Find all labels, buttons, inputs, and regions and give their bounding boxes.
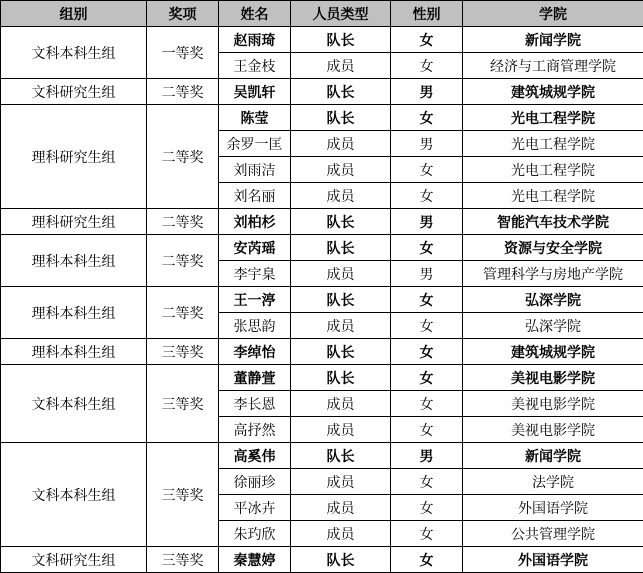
member-type-cell: 队长 (291, 105, 391, 131)
table-row (1, 105, 643, 131)
name-cell: 朱玓欣 (219, 521, 291, 547)
member-type-cell: 成员 (291, 261, 391, 287)
name-cell: 吴凯轩 (219, 79, 291, 105)
name-cell: 刘名丽 (219, 183, 291, 209)
gender-cell: 女 (391, 313, 463, 339)
award-cell: 三等奖 (147, 547, 219, 573)
gender-cell: 女 (391, 157, 463, 183)
college-cell: 外国语学院 (463, 495, 643, 521)
member-type-cell: 队长 (291, 235, 391, 261)
college-cell: 美视电影学院 (463, 365, 643, 391)
name-cell: 李绰怡 (219, 339, 291, 365)
table-body (1, 27, 643, 573)
college-cell: 光电工程学院 (463, 131, 643, 157)
gender-cell: 女 (391, 495, 463, 521)
name-cell: 王一渟 (219, 287, 291, 313)
group-cell: 理科本科生组 (1, 235, 147, 287)
college-cell: 资源与安全学院 (463, 235, 643, 261)
college-cell: 弘深学院 (463, 287, 643, 313)
member-type-cell: 成员 (291, 183, 391, 209)
name-cell: 安芮瑶 (219, 235, 291, 261)
member-type-cell: 队长 (291, 443, 391, 469)
college-cell: 弘深学院 (463, 313, 643, 339)
member-type-cell: 队长 (291, 79, 391, 105)
member-type-cell: 队长 (291, 209, 391, 235)
member-type-cell: 成员 (291, 391, 391, 417)
name-cell: 李宇臬 (219, 261, 291, 287)
name-cell: 刘柏杉 (219, 209, 291, 235)
name-cell: 秦慧婷 (219, 547, 291, 573)
gender-cell: 女 (391, 521, 463, 547)
name-cell: 高奚伟 (219, 443, 291, 469)
college-cell: 经济与工商管理学院 (463, 53, 643, 79)
gender-cell: 女 (391, 27, 463, 53)
table-row (1, 443, 643, 469)
table-row (1, 209, 643, 235)
award-cell: 三等奖 (147, 339, 219, 365)
group-cell: 文科研究生组 (1, 79, 147, 105)
college-cell: 外国语学院 (463, 547, 643, 573)
gender-cell: 女 (391, 235, 463, 261)
member-type-cell: 成员 (291, 157, 391, 183)
award-cell: 二等奖 (147, 105, 219, 209)
header-name: 姓名 (219, 1, 291, 27)
name-cell: 李长恩 (219, 391, 291, 417)
member-type-cell: 队长 (291, 27, 391, 53)
group-cell: 理科研究生组 (1, 105, 147, 209)
name-cell: 余罗一匡 (219, 131, 291, 157)
header-group: 组别 (1, 1, 147, 27)
award-cell: 二等奖 (147, 235, 219, 287)
table-row (1, 339, 643, 365)
name-cell: 陈莹 (219, 105, 291, 131)
table-row (1, 79, 643, 105)
award-cell: 二等奖 (147, 79, 219, 105)
gender-cell: 男 (391, 261, 463, 287)
name-cell: 王金枝 (219, 53, 291, 79)
member-type-cell: 成员 (291, 469, 391, 495)
college-cell: 光电工程学院 (463, 105, 643, 131)
college-cell: 美视电影学院 (463, 391, 643, 417)
member-type-cell: 成员 (291, 53, 391, 79)
gender-cell: 女 (391, 469, 463, 495)
table-row (1, 235, 643, 261)
group-cell: 文科研究生组 (1, 547, 147, 573)
name-cell: 刘雨洁 (219, 157, 291, 183)
table-row (1, 27, 643, 53)
member-type-cell: 成员 (291, 495, 391, 521)
college-cell: 新闻学院 (463, 27, 643, 53)
gender-cell: 女 (391, 547, 463, 573)
member-type-cell: 队长 (291, 339, 391, 365)
header-college: 学院 (463, 1, 643, 27)
award-cell: 三等奖 (147, 443, 219, 547)
college-cell: 建筑城规学院 (463, 79, 643, 105)
member-type-cell: 成员 (291, 131, 391, 157)
table-row (1, 287, 643, 313)
college-cell: 美视电影学院 (463, 417, 643, 443)
header-row (1, 1, 643, 27)
group-cell: 理科研究生组 (1, 209, 147, 235)
gender-cell: 女 (391, 287, 463, 313)
gender-cell: 男 (391, 443, 463, 469)
gender-cell: 男 (391, 79, 463, 105)
group-cell: 文科本科生组 (1, 365, 147, 443)
college-cell: 公共管理学院 (463, 521, 643, 547)
member-type-cell: 成员 (291, 521, 391, 547)
group-cell: 文科本科生组 (1, 443, 147, 547)
college-cell: 光电工程学院 (463, 183, 643, 209)
name-cell: 平冰卉 (219, 495, 291, 521)
member-type-cell: 队长 (291, 365, 391, 391)
award-cell: 二等奖 (147, 287, 219, 339)
gender-cell: 女 (391, 53, 463, 79)
college-cell: 法学院 (463, 469, 643, 495)
gender-cell: 女 (391, 339, 463, 365)
gender-cell: 女 (391, 391, 463, 417)
member-type-cell: 成员 (291, 313, 391, 339)
member-type-cell: 成员 (291, 417, 391, 443)
header-gender: 性别 (391, 1, 463, 27)
gender-cell: 女 (391, 183, 463, 209)
gender-cell: 女 (391, 365, 463, 391)
college-cell: 管理科学与房地产学院 (463, 261, 643, 287)
gender-cell: 女 (391, 105, 463, 131)
college-cell: 建筑城规学院 (463, 339, 643, 365)
name-cell: 赵雨琦 (219, 27, 291, 53)
gender-cell: 男 (391, 209, 463, 235)
table-row (1, 547, 643, 573)
name-cell: 高抒然 (219, 417, 291, 443)
header-award: 奖项 (147, 1, 219, 27)
member-type-cell: 队长 (291, 547, 391, 573)
name-cell: 董静萱 (219, 365, 291, 391)
award-cell: 二等奖 (147, 209, 219, 235)
member-type-cell: 队长 (291, 287, 391, 313)
table-row (1, 365, 643, 391)
gender-cell: 男 (391, 131, 463, 157)
group-cell: 理科本科生组 (1, 339, 147, 365)
group-cell: 理科本科生组 (1, 287, 147, 339)
college-cell: 新闻学院 (463, 443, 643, 469)
college-cell: 光电工程学院 (463, 157, 643, 183)
group-cell: 文科本科生组 (1, 27, 147, 79)
college-cell: 智能汽车技术学院 (463, 209, 643, 235)
award-cell: 三等奖 (147, 365, 219, 443)
award-cell: 一等奖 (147, 27, 219, 79)
gender-cell: 女 (391, 417, 463, 443)
name-cell: 徐丽珍 (219, 469, 291, 495)
header-member-type: 人员类型 (291, 1, 391, 27)
name-cell: 张思韵 (219, 313, 291, 339)
